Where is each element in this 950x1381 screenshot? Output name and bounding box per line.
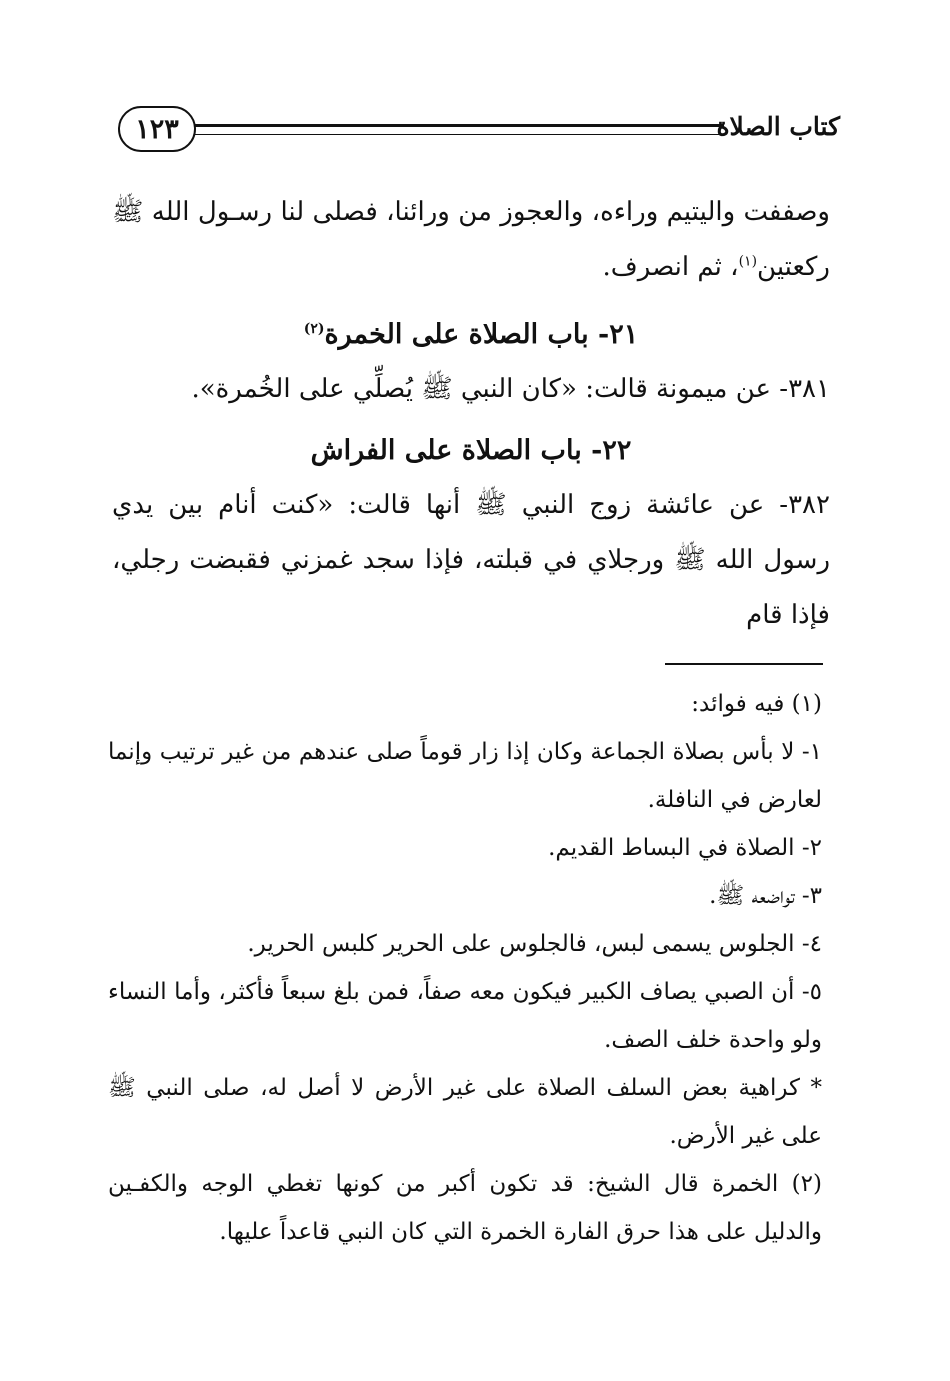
paragraph-text: وصففت واليتيم وراءه، والعجوز من ورائنا، فصلى لنا رسـول الله ﷺ ركعتين [112,197,830,282]
book-title: كتاب الصلاة [716,112,840,141]
footnote-item-3: ٣- تواضعه ﷺ. [709,883,822,909]
chapter-heading-22: ٢٢- باب الصلاة على الفراش [310,435,632,466]
footnotes [108,680,822,1256]
footnote-item-5: ٥- أن الصبي يصاف الكبير فيكون معه صفاً، فمن بلغ سبعاً فأكثر، وأما النساء ولو واحدة خلف الصف. [108,979,822,1053]
chapter-heading-21 [112,307,830,362]
footnote-item-2: ٢- الصلاة في البساط القديم. [548,835,822,861]
paragraph-text-end: ، ثم انصرف. [602,252,739,282]
hadith-381: ٣٨١- عن ميمونة قالت: «كان النبي ﷺ يُصلِّي على الخُمرة». [191,374,830,404]
footnote-ref-2: (٢) [303,321,325,337]
paragraph-continuation [112,185,830,295]
footnote-item-4: ٤- الجلوس يسمى لبس، فالجلوس على الحرير كلبس الحرير. [247,931,822,957]
heading-text: ٢١- باب الصلاة على الخمرة [324,319,639,350]
page-number: ١٢٣ [118,106,196,152]
footnote-2: (٢) الخمرة قال الشيخ: قد تكون أكبر من كونها تغطي الوجه والكفـين والدليل على هذا حرق الفارة الخمرة التي كان النبي قاعداً عليها. [108,1171,822,1245]
footnote-1-intro: (١) فيه فوائد: [691,691,822,717]
main-text [112,185,830,643]
header-rule [190,124,724,135]
footnote-ref-1: (١) [738,253,758,270]
footnote-item-1: ١- لا بأس بصلاة الجماعة وكان إذا زار قوماً صلى عندهم من غير ترتيب وإنما لعارض في النافلة. [108,739,822,813]
footnote-star-note: * كراهية بعض السلف الصلاة على غير الأرض لا أصل له، صلى النبي ﷺ على غير الأرض. [108,1075,822,1149]
hadith-382: ٣٨٢- عن عائشة زوج النبي ﷺ أنها قالت: «كنت أنام بين يدي رسول الله ﷺ ورجلاي في قبلته، فإذا سجد غمزني فقبضت رجلي، فإذا قام [112,490,830,630]
page-header [110,102,840,160]
footnote-divider [665,663,823,665]
